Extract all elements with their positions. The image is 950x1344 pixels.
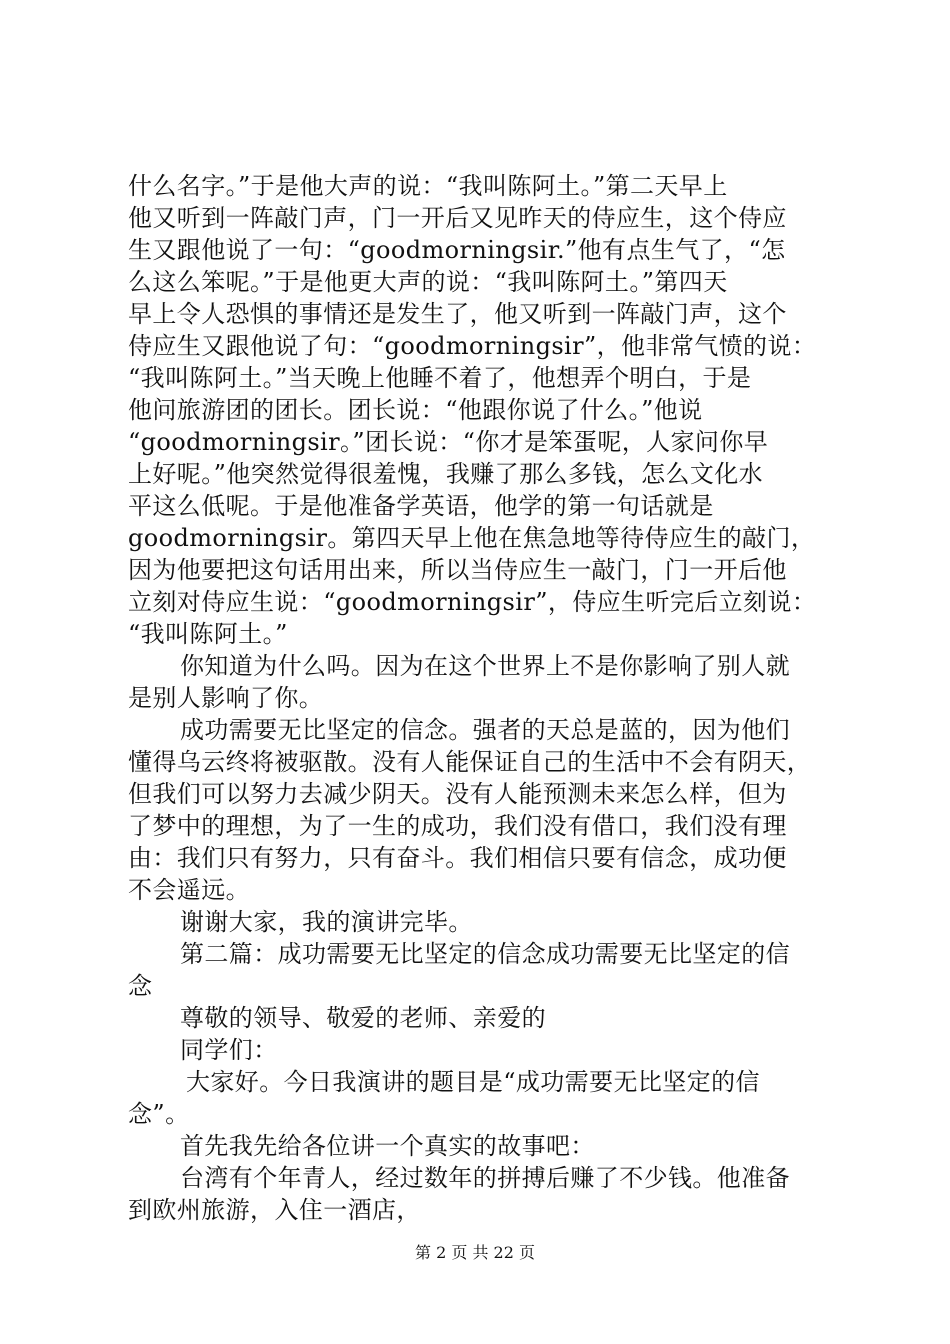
body-text [128, 170, 834, 1226]
section-heading: 第二篇：成功需要无比坚定的信念成功需要无比坚定的信 [180, 940, 790, 968]
salutation: 尊敬的领导、敬爱的老师、亲爱的 [180, 1004, 546, 1032]
text-line: 念”。 [128, 1100, 190, 1128]
text-line: 早上令人恐惧的事情还是发生了，他又听到一阵敲门声，这个 [128, 300, 787, 328]
paragraph-start: 谢谢大家，我的演讲完毕。 [180, 908, 473, 936]
text-line: 懂得乌云终将被驱散。没有人能保证自己的生活中不会有阴天， [128, 748, 812, 776]
text-line: 侍应生又跟他说了句：“goodmorningsir”，他非常气愤的说： [128, 332, 817, 360]
text-line: “我叫陈阿土。”当天晚上他睡不着了，他想弄个明白，于是 [128, 364, 752, 392]
text-line: 了梦中的理想，为了一生的成功，我们没有借口，我们没有理 [128, 812, 787, 840]
text-line: 么这么笨呢。”于是他更大声的说：“我叫陈阿土。”第四天 [128, 268, 728, 296]
text-line: 他又听到一阵敲门声，门一开后又见昨天的侍应生，这个侍应 [128, 204, 787, 232]
text-line: 到欧州旅游，入住一酒店， [128, 1196, 421, 1224]
text-line: “goodmorningsir。”团长说：“你才是笨蛋呢，人家问你早 [128, 428, 769, 456]
text-line: 由：我们只有努力，只有奋斗。我们相信只要有信念，成功便 [128, 844, 787, 872]
salutation: 同学们： [180, 1036, 278, 1064]
paragraph-start: 成功需要无比坚定的信念。强者的天总是蓝的，因为他们 [180, 716, 790, 744]
text-line: 不会遥远。 [128, 876, 250, 904]
text-line: 立刻对侍应生说：“goodmorningsir”，侍应生听完后立刻说： [128, 588, 817, 616]
paragraph-start: 你知道为什么吗。因为在这个世界上不是你影响了别人就 [180, 652, 790, 680]
text-line: goodmorningsir。第四天早上他在焦急地等待侍应生的敲门， [128, 524, 816, 552]
paragraph-start: 首先我先给各位讲一个真实的故事吧： [180, 1132, 595, 1160]
paragraph-start: 大家好。今日我演讲的题目是“成功需要无比坚定的信 [186, 1068, 760, 1096]
text-line: 念 [128, 972, 153, 1000]
text-line: 生又跟他说了一句：“goodmorningsir.”他有点生气了，“怎 [128, 236, 786, 264]
paragraph-start: 台湾有个年青人，经过数年的拼搏后赚了不少钱。他准备 [180, 1164, 790, 1192]
text-line: 但我们可以努力去减少阴天。没有人能预测未来怎么样，但为 [128, 780, 787, 808]
text-line: 平这么低呢。于是他准备学英语，他学的第一句话就是 [128, 492, 714, 520]
text-line: 上好呢。”他突然觉得很羞愧，我赚了那么多钱，怎么文化水 [128, 460, 764, 488]
page-footer: 第 2 页 共 22 页 [415, 1243, 535, 1262]
text-line: 是别人影响了你。 [128, 684, 324, 712]
text-line: “我叫陈阿土。” [128, 620, 288, 648]
text-line: 因为他要把这句话用出来，所以当侍应生一敲门，门一开后他 [128, 556, 787, 584]
text-line: 什么名字。”于是他大声的说：“我叫陈阿土。”第二天早上 [128, 172, 728, 200]
text-line: 他问旅游团的团长。团长说：“他跟你说了什么。”他说 [128, 396, 703, 424]
